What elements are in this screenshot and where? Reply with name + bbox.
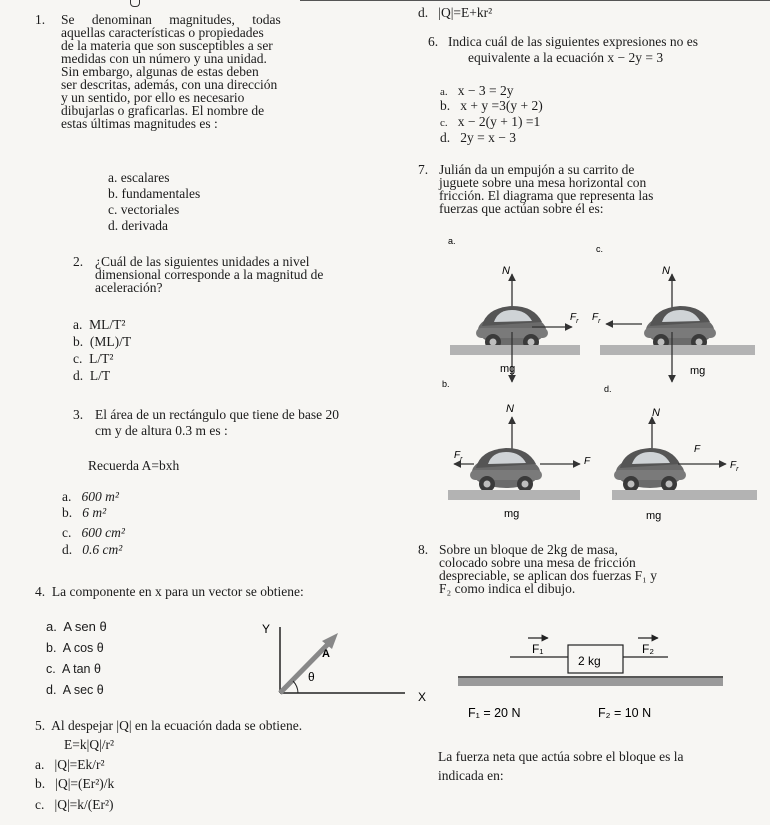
q4-number: 4. <box>35 584 46 599</box>
q4-text: La componente en x para un vector se obtiene: <box>51 584 304 599</box>
q1-line: y un sentido, por ello es necesario <box>61 90 245 105</box>
q8-line: F₂ como indica el dibujo. <box>439 581 576 596</box>
q7-line: fuerzas que actúan sobre él es: <box>439 201 604 216</box>
q7-d-f-label: F <box>694 444 701 455</box>
q8-number: 8. <box>418 542 429 557</box>
q1-line: ser descritas, además, con una dirección <box>61 77 278 92</box>
q1-line: dibujarlas o graficarlas. El nombre de <box>61 103 265 118</box>
q8-question-line: La fuerza neta que actúa sobre el bloque es la <box>438 749 684 764</box>
q1-option-c[interactable]: c. vectoriales <box>108 202 180 217</box>
q7-diagram-c-letter: c. <box>596 244 604 254</box>
q5-option-c[interactable]: c. |Q|=k/(Er²) <box>35 797 114 812</box>
q8-f1-label: F₁ <box>532 642 544 656</box>
q4-x-label: X <box>418 690 427 704</box>
q4-option-d[interactable]: d. A sec θ <box>46 683 104 697</box>
q4-angle-label: θ <box>308 670 315 684</box>
q6-line: Indica cuál de las siguientes expresiones no es <box>448 34 699 49</box>
q4-y-label: Y <box>262 622 271 636</box>
q7-c-table <box>600 345 755 355</box>
q5-option-d[interactable]: d. |Q|=E+kr² <box>418 5 493 20</box>
question-5 <box>35 718 302 734</box>
q8-line: colocado sobre una mesa de fricción <box>439 555 636 570</box>
page-top-line <box>300 0 770 1</box>
q7-force-diagrams <box>440 232 765 527</box>
q7-c-car <box>644 306 716 350</box>
q7-a-f-label: $F_r$ <box>570 312 579 325</box>
q7-line: juguete sobre una mesa horizontal con <box>439 175 647 190</box>
q5-option-a[interactable]: a. |Q|=Ek/r² <box>35 757 105 772</box>
q6-line: equivalente a la ecuación x − 2y = 3 <box>468 50 664 65</box>
q2-option-b[interactable]: b. (ML)/T <box>73 334 132 349</box>
q2-number: 2. <box>73 254 84 269</box>
q7-diagram-b-letter: b. <box>442 379 450 389</box>
q8-question-line: indicada en: <box>438 768 504 783</box>
q7-diagram-d-letter: d. <box>604 384 612 394</box>
question-4 <box>35 584 304 600</box>
q8-block-label: 2 kg <box>578 654 601 668</box>
q1-option-a[interactable]: a. escalares <box>108 170 170 185</box>
q2-line: aceleración? <box>95 280 163 295</box>
q4-option-a[interactable]: a. A sen θ <box>46 619 107 634</box>
q2-option-a[interactable]: a. ML/T² <box>73 317 126 332</box>
q8-line: despreciable, se aplican dos fuerzas F₁ y <box>439 568 657 583</box>
q7-b-car <box>470 448 542 492</box>
q4-vector-label: A <box>322 648 330 660</box>
q8-block-diagram <box>458 625 728 725</box>
q8-question <box>438 750 758 782</box>
q7-diagram-a-letter: a. <box>448 236 456 246</box>
q1-line: medidas con un número y una unidad. <box>61 51 267 66</box>
q7-d-mg-label: mg <box>646 510 662 522</box>
q7-a-mg-label: mg <box>500 363 516 375</box>
q1-line: Se denominan magnitudes, todas <box>61 12 281 27</box>
q1-number: 1. <box>35 12 46 27</box>
q7-a-table <box>450 345 580 355</box>
page-top-mark <box>130 0 140 7</box>
q2-line: ¿Cuál de las siguientes unidades a nivel <box>95 254 310 269</box>
q5-number: 5. <box>35 718 46 733</box>
q1-option-b[interactable]: b. fundamentales <box>108 186 201 201</box>
q7-c-f-label: $F_r$ <box>592 312 601 325</box>
q3-option-b[interactable]: b. 6 m² <box>62 505 107 520</box>
q8-f2-label: F₂ <box>642 642 654 656</box>
q1-line: de la materia que son susceptibles a ser <box>61 38 273 53</box>
q2-line: dimensional corresponde a la magnitud de <box>95 267 324 282</box>
q7-c-n-label: N <box>662 265 670 277</box>
q7-number: 7. <box>418 162 429 177</box>
q8-table-hatch <box>458 678 723 686</box>
q1-option-d[interactable]: d. derivada <box>108 218 168 233</box>
q3-option-a[interactable]: a. 600 m² <box>62 489 119 504</box>
q7-b-f-label: F <box>584 456 591 467</box>
q7-line: Julián da un empujón a su carrito de <box>439 162 635 177</box>
q6-number: 6. <box>428 34 439 49</box>
q4-option-c[interactable]: c. A tan θ <box>46 662 101 676</box>
q4-vector-diagram <box>240 615 440 705</box>
q7-d-car <box>614 448 686 492</box>
q7-line: fricción. El diagrama que representa las <box>439 188 654 203</box>
q8-f1-value: F₁ = 20 N <box>468 706 521 720</box>
q5-option-b[interactable]: b. |Q|=(Er²)/k <box>35 776 115 791</box>
q3-option-d[interactable]: d. 0.6 cm² <box>62 542 123 557</box>
q1-line: estas últimas magnitudes es : <box>61 116 218 131</box>
q7-b-fr-label: $F_r$ <box>454 450 463 463</box>
q5-text: Al despejar |Q| en la ecuación dada se obtiene. <box>51 718 303 733</box>
q7-b-table <box>448 490 580 500</box>
q7-b-n-label: N <box>506 403 514 415</box>
q7-c-mg-label: mg <box>690 365 706 377</box>
q4-option-b[interactable]: b. A cos θ <box>46 641 104 655</box>
q7-d-fr-label: $F_r$ <box>730 460 739 473</box>
q3-number: 3. <box>73 407 84 422</box>
q6-option-d[interactable]: d. 2y = x − 3 <box>440 130 516 145</box>
q1-line: Sin embargo, algunas de estas deben <box>61 64 259 79</box>
q6-option-c[interactable]: c. x − 2(y + 1) =1 <box>440 114 541 129</box>
q4-angle-arc <box>293 681 298 693</box>
q2-option-d[interactable]: d. L/T <box>73 368 111 383</box>
q3-option-c[interactable]: c. 600 cm² <box>62 525 125 540</box>
q6-option-a[interactable]: a. x − 3 = 2y <box>440 83 514 98</box>
q7-d-table <box>612 490 757 500</box>
q8-f2-value: F₂ = 10 N <box>598 706 652 720</box>
q5-equation: E=k|Q|/r² <box>64 737 115 752</box>
q7-a-n-label: N <box>502 265 510 277</box>
q3-line: El área de un rectángulo que tiene de base 20 <box>95 407 340 422</box>
q7-d-n-label: N <box>652 407 660 419</box>
q3-hint: Recuerda A=bxh <box>88 458 180 473</box>
q1-line: aquellas características o propiedades <box>61 25 264 40</box>
q2-option-c[interactable]: c. L/T² <box>73 351 114 366</box>
q6-option-b[interactable]: b. x + y =3(y + 2) <box>440 98 543 113</box>
q3-line: cm y de altura 0.3 m es : <box>95 423 228 438</box>
q7-b-mg-label: mg <box>504 508 520 520</box>
q8-line: Sobre un bloque de 2kg de masa, <box>439 542 618 557</box>
